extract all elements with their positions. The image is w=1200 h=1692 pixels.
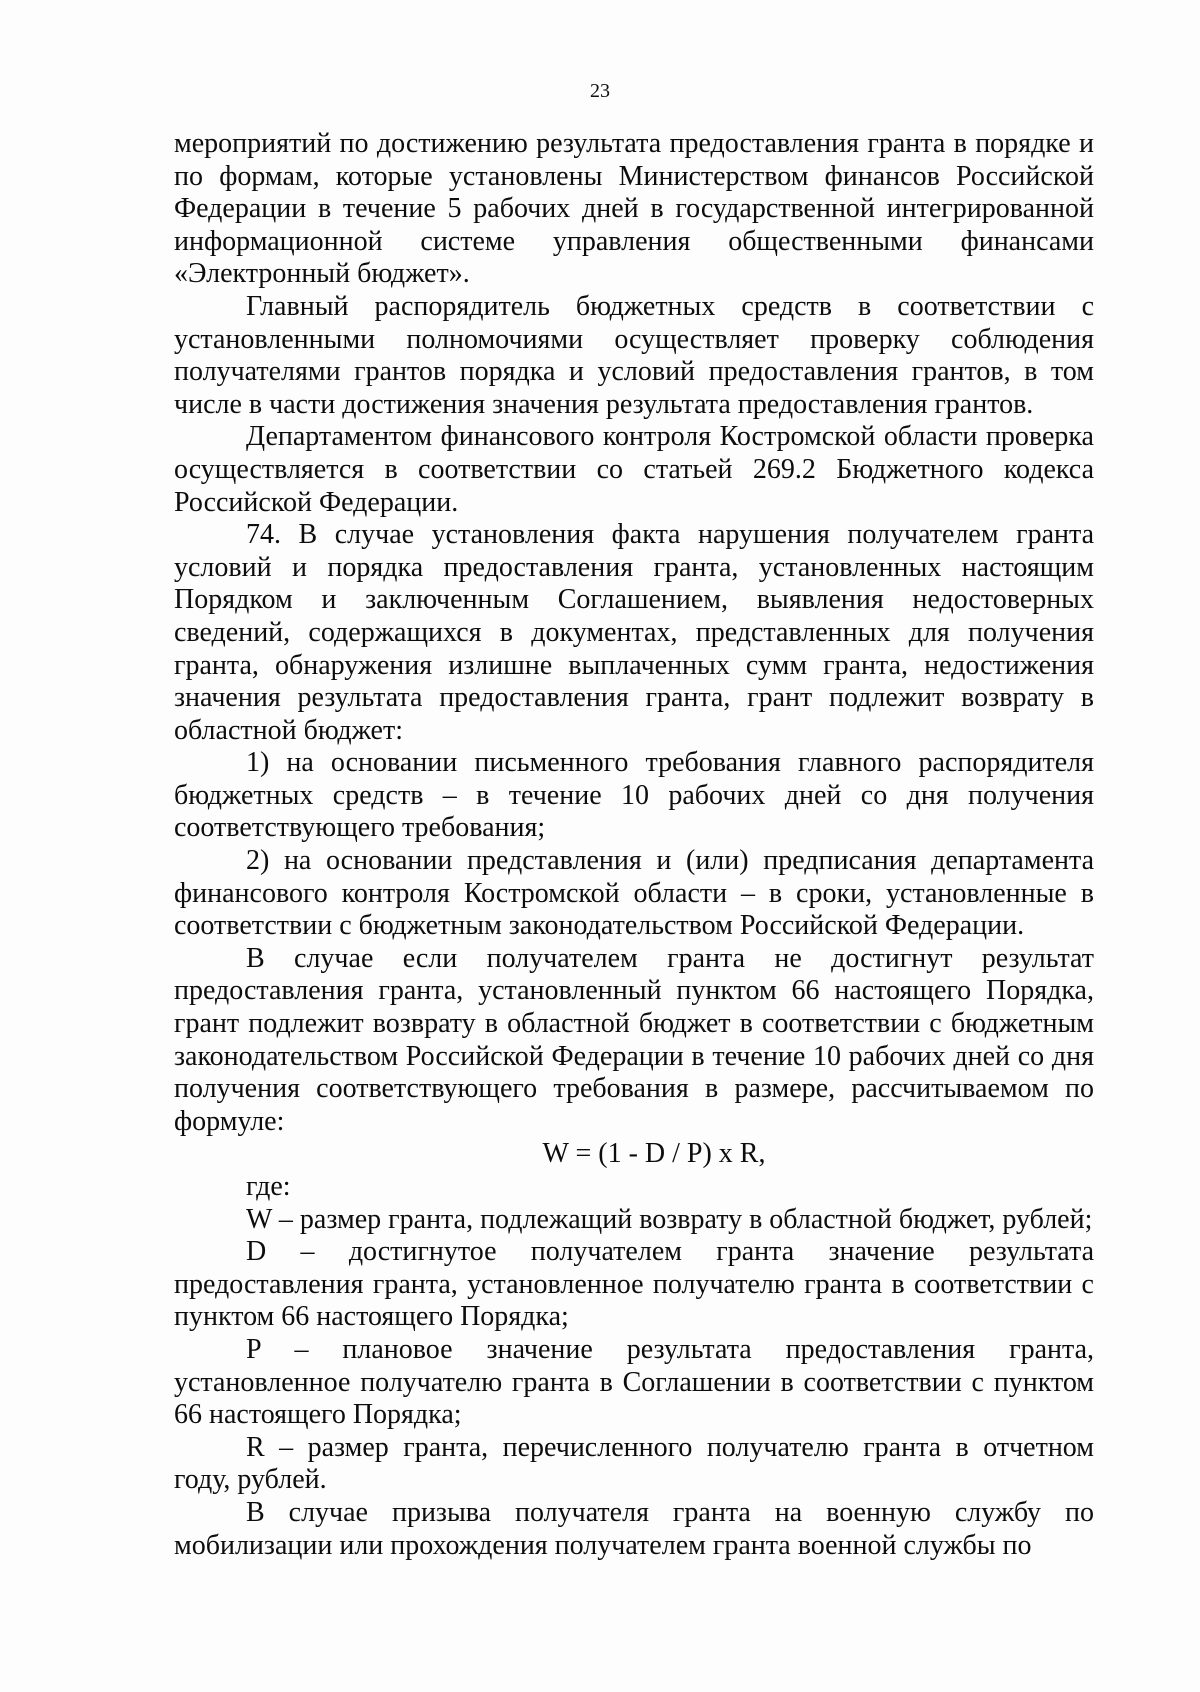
paragraph-mobilization: В случае призыва получателя гранта на военную службу по мобилизации или прохождения получателем гранта военной службы по — [174, 1496, 1094, 1561]
document-body — [174, 128, 1094, 1562]
definition-r: R – размер гранта, перечисленного получателю гранта в отчетном году, рублей. — [174, 1431, 1094, 1496]
paragraph-department-control: Департаментом финансового контроля Костромской области проверка осуществляется в соответствии со статьей 269.2 Бюджетного кодекса Российской Федерации. — [174, 421, 1094, 518]
definition-w: W – размер гранта, подлежащий возврату в областной бюджет, рублей; — [246, 1203, 1093, 1235]
paragraph-subitem-2: 2) на основании представления и (или) предписания департамента финансового контроля Костромской области – в сроки, установленные в соответствии с бюджетным законодательством Российской Федерации. — [174, 845, 1094, 942]
paragraph-where: где: — [246, 1171, 291, 1202]
formula: W = (1 - D / P) x R, — [542, 1138, 766, 1170]
paragraph-result-not-achieved: В случае если получателем гранта не достигнут результат предоставления гранта, установленный пунктом 66 настоящего Порядка, грант подлежит возврату в областной бюджет в соответствии с бюджетным законодательством Российской Федерации в течение 10 рабочих дней со дня получения соответствующего требования в размере, рассчитываемом по формуле: — [174, 942, 1094, 1137]
definition-d: D – достигнутое получателем гранта значение результата предоставления гранта, установленное получателю гранта в соответствии с пунктом 66 настоящего Порядка; — [174, 1236, 1094, 1333]
page-number: 23 — [590, 80, 610, 102]
paragraph-subitem-1: 1) на основании письменного требования главного распорядителя бюджетных средств – в течение 10 рабочих дней со дня получения соответствующего требования; — [174, 747, 1094, 844]
paragraph-continuation: мероприятий по достижению результата предоставления гранта в порядке и по формам, которые установлены Министерством финансов Российской Федерации в течение 5 рабочих дней в государственной интегрированной информационной системе управления общественными финансами «Электронный бюджет». — [174, 128, 1094, 290]
definition-p: P – плановое значение результата предоставления гранта, установленное получателю гранта в Соглашении в соответствии с пунктом 66 настоящего Порядка; — [174, 1333, 1094, 1431]
paragraph-main-administrator: Главный распорядитель бюджетных средств в соответствии с установленными полномочиями осуществляет проверку соблюдения получателями грантов порядка и условий предоставления грантов, в том числе в части достижения значения результата предоставления грантов. — [174, 290, 1094, 420]
paragraph-item-74: 74. В случае установления факта нарушения получателем гранта условий и порядка предоставления гранта, установленных настоящим Порядком и заключенным Соглашением, выявления недостоверных сведений, содержащихся в документах, представленных для получения гранта, обнаружения излишне выплаченных сумм гранта, недостижения значения результата предоставления гранта, грант подлежит возврату в областной бюджет: — [174, 519, 1094, 746]
